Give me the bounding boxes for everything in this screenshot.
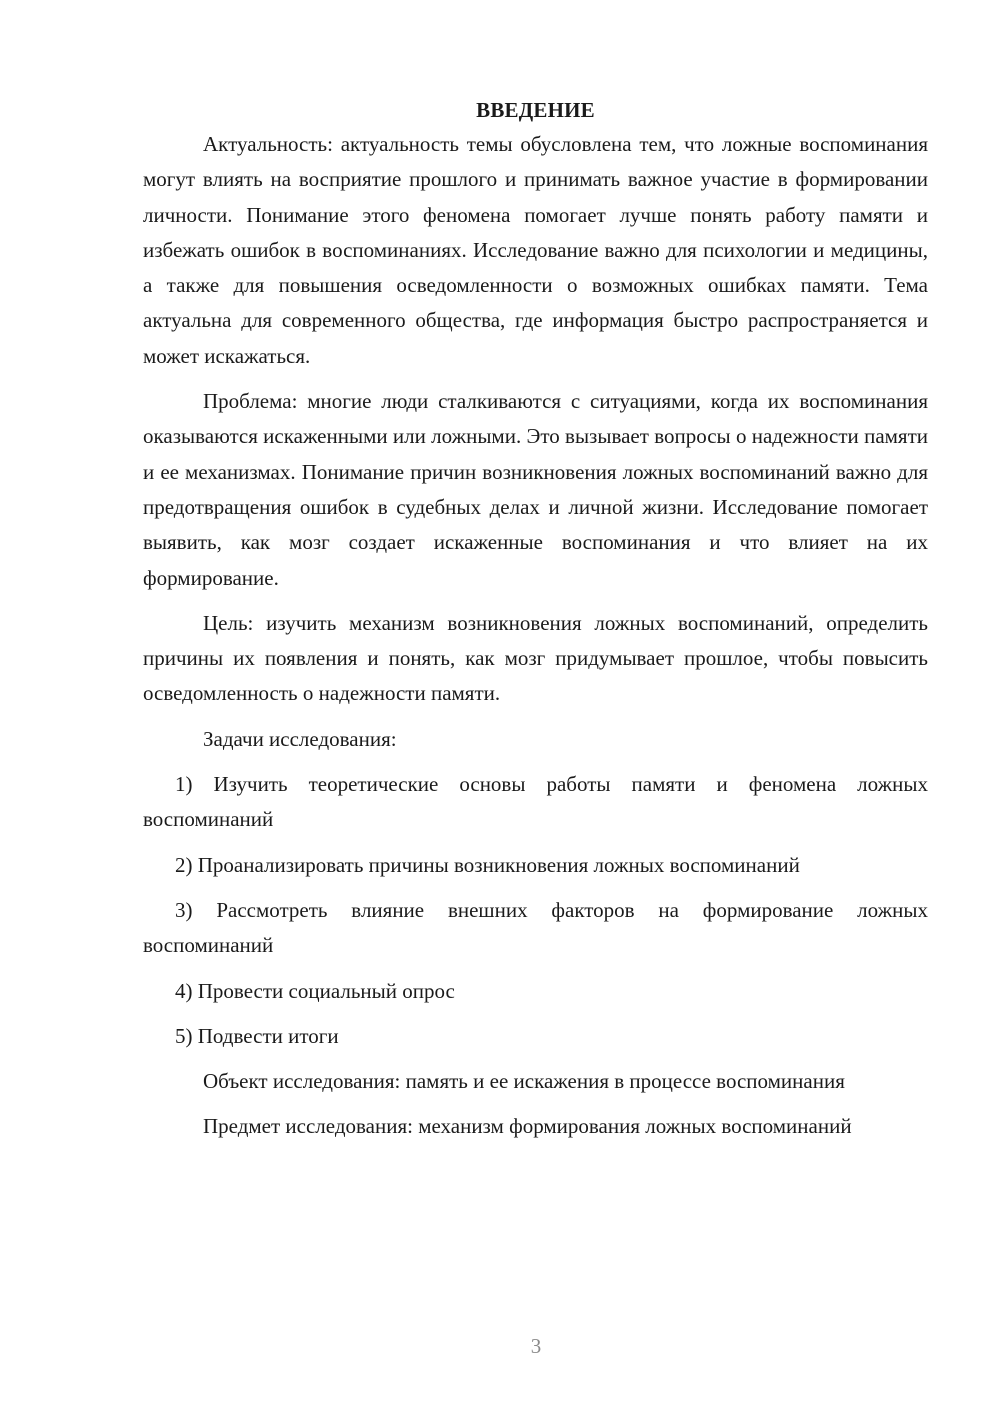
subject-paragraph: Предмет исследования: механизм формирования ложных воспоминаний <box>203 1114 852 1139</box>
task-item-3: 3) Рассмотреть влияние внешних факторов на формирование ложных воспоминаний <box>143 897 928 958</box>
task-item-1: 1) Изучить теоретические основы работы памяти и феномена ложных воспоминаний <box>143 772 928 832</box>
page-content <box>143 96 928 1155</box>
goal-paragraph: Цель: изучить механизм возникновения ложных воспоминаний, определить причины их появления и понять, как мозг придумывает прошлое, чтобы повысить осведомленность о надежности памяти. <box>143 610 928 706</box>
task-item-5: 5) Подвести итоги <box>175 1023 339 1048</box>
page-number: 3 <box>530 1334 542 1358</box>
task-item-4: 4) Провести социальный опрос <box>175 978 455 1003</box>
object-paragraph: Объект исследования: память и ее искажения в процессе воспоминания <box>203 1069 845 1094</box>
page-title: ВВЕДЕНИЕ <box>476 98 595 122</box>
relevance-paragraph: Актуальность: актуальность темы обусловлена тем, что ложные воспоминания могут влиять на восприятие прошлого и принимать важное участие в формировании личности. Понимание этого феномена помогает лучше понять работу памяти и избежать ошибок в воспоминаниях. Исследование важно для психологии и медицины, а также для повышения осведомленности о возможных ошибках памяти. Тема актуальна для современного общества, где информация быстро распространяется и может искажаться. <box>143 132 928 368</box>
tasks-heading: Задачи исследования: <box>203 726 397 751</box>
task-item-2: 2) Проанализировать причины возникновения ложных воспоминаний <box>175 852 800 877</box>
problem-paragraph: Проблема: многие люди сталкиваются с ситуациями, когда их воспоминания оказываются искаженными или ложными. Это вызывает вопросы о надежности памяти и ее механизмах. Понимание причин возникновения ложных воспоминаний важно для предотвращения ошибок в судебных делах и личной жизни. Исследование помогает выявить, как мозг создает искаженные воспоминания и что влияет на их формирование. <box>143 389 928 590</box>
